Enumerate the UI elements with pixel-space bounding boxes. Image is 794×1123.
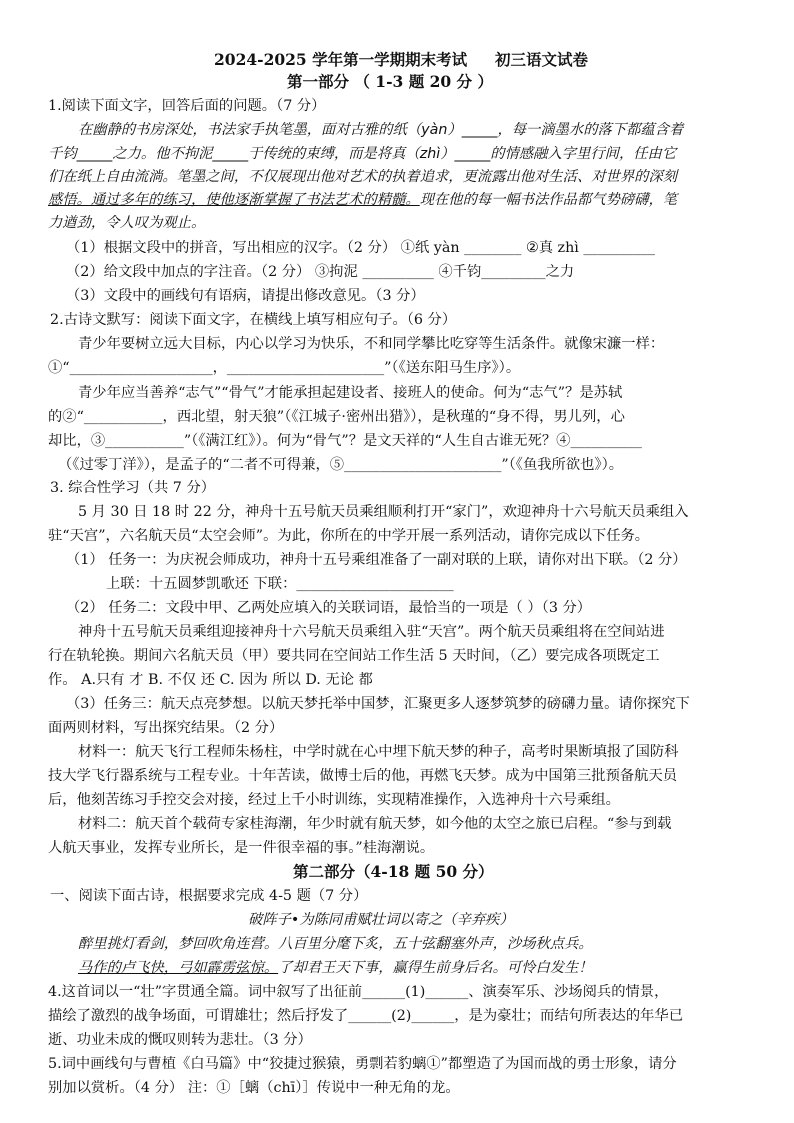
q3-line: 5 月 30 日 18 时 22 分，神舟十五号航天员乘组顺利打开“家门”，欢迎神舟十六号航天员乘组入 — [78, 504, 689, 520]
q3-material1: 材料一：航天飞行工程师朱杨柱，中学时就在心中埋下航天梦的种子，高考时果断填报了国防科 — [78, 744, 679, 760]
q1-para-line: 在幽静的书房深处，书法家手执笔墨，面对古雅的纸（yàn）_____，每一滴墨水的落下都蕴含着 — [78, 122, 684, 138]
poem-line — [78, 960, 593, 976]
q3-material1: 技大学飞行器系统与工程专业。十年苦读，做博士后的他，再燃飞天梦。成为中国第三批预备航天员 — [48, 768, 678, 784]
q3-line: 驻“天宫”，六名航天员“太空会师”。为此，你所在的中学开展一系列活动，请你完成以下任务。 — [48, 528, 650, 544]
part2-heading: 第二部分（4-18 题 50 分） — [293, 862, 494, 881]
poem-line-rest: 了却君王天下事，赢得生前身后名。可怜白发生！ — [278, 960, 593, 976]
q4-line: 4.这首词以一“壮”字贯通全篇。词中叙写了出征前______(1)______、演奏军乐、沙场阅兵的情景， — [48, 984, 669, 1000]
exam-title: 2024-2025 学年第一学期期末考试 — [214, 50, 468, 69]
q3-line: 面两则材料，写出探究结果。（2 分） — [48, 720, 284, 736]
q1-para-line: 千钧_____之力。他不拘泥_____于传统的束缚，而是将真（zhì）_____的情感融入字里行间，任由它 — [48, 146, 677, 162]
q4-line: 描绘了激烈的战争场面，可谓雄壮；然后抒发了______(2)______，是为豪壮；而结句所表达的年华已 — [48, 1008, 684, 1024]
q1-para-line: 们在纸上自由流淌。笔墨之间，不仅展现出他对艺术的执着追求，更流露出他对生活、对世界的深刻 — [48, 169, 678, 185]
q3-options: 作。 A.只有 才 B. 不仅 还 C. 因为 所以 D. 无论 都 — [48, 672, 373, 688]
q2-line: 的②“___________，西北望，射天狼”（《江城子·密州出猎》），是秋瑾的“身不得，男儿列，心 — [48, 409, 625, 425]
q5-line: 5.词中画线句与曹植《白马篇》中“狡捷过猴猿，勇剽若豹螭①”都塑造了为国而战的勇士形象，请分 — [48, 1056, 677, 1072]
q1-sub1: （1）根据文段中的拼音，写出相应的汉字。（2 分） ①纸 yàn ________ ②真 zhì __________ — [66, 240, 655, 256]
q2-title: 2.古诗文默写：阅读下面文字，在横线上填写相应句子。（6 分） — [50, 312, 457, 328]
q2-line: （《过零丁洋》），是孟子的“二者不可得兼，⑤______________________”（《鱼我所欲也》）。 — [58, 457, 624, 473]
q3-title: 3. 综合性学习（共 7 分） — [50, 480, 216, 496]
q3-task3: （3）任务三：航天点亮梦想。以航天梦托举中国梦，汇聚更多人逐梦筑梦的磅礴力量。请你探究下 — [66, 696, 690, 712]
q2-line: 青少年应当善养“志气”“骨气”才能承担起建设者、接班人的使命。何为“志气”？是苏轼 — [78, 385, 623, 401]
q1-sub3: （3）文段中的画线句有语病，请提出修改意见。（3 分） — [66, 288, 425, 304]
poem-title: 破阵子•为陈同甫赋壮词以寄之（辛弃疾） — [248, 912, 514, 928]
q3-material2: 材料二：航天首个载荷专家桂海潮，年少时就有航天梦，如今他的太空之旅已启程。“参与到载 — [78, 816, 672, 832]
q2-line: 却比，③___________”（《满江红》）。何为“骨气”？是文天祥的“人生自古谁无死？④__________ — [48, 433, 642, 449]
q1-para-rest: 现在他的每一幅书法作品都气势磅礴，笔 — [419, 192, 678, 208]
q1-underlined-sentence: 感悟。通过多年的练习，使他逐渐掌握了书法艺术的精髓。 — [48, 192, 420, 208]
poem-underlined-line: 马作的卢飞快，弓如霹雳弦惊。 — [78, 960, 279, 976]
q3-couplet: 上联：十五圆梦凯歌还 下联：______________________ — [106, 576, 454, 592]
q1-para-line — [48, 192, 677, 208]
q3-material1: 后，他刻苦练习手控交会对接，经过上千小时训练，实现精准操作，入选神舟十六号乘组。 — [48, 792, 620, 808]
q2-line: ①“____________________，______________________”（《送东阳马生序》）。 — [48, 360, 521, 376]
q2-line: 青少年要树立远大目标，内心以学习为快乐，不和同学攀比吃穿等生活条件。就像宋濂一样： — [78, 336, 665, 352]
q1-para-line: 力遒劲，令人叹为观止。 — [48, 215, 206, 231]
q1-sub2: （2）给文段中加点的字注音。（2 分） ③拘泥 __________ ④千钧_________之力 — [66, 264, 575, 280]
q4-line: 逝、功业未成的慨叹则转为悲壮。（3 分） — [48, 1032, 312, 1048]
exam-subject: 初三语文试卷 — [495, 50, 589, 69]
q5-line: 别加以赏析。（4 分） 注：①［螭（chī）］传说中一种无角的龙。 — [48, 1080, 460, 1096]
q3-line: 神舟十五号航天员乘组迎接神舟十六号航天员乘组入驻“天宫”。两个航天员乘组将在空间站进 — [78, 624, 665, 640]
q3-material2: 人航天事业，发挥专业所长，是一件很幸福的事。”桂海潮说。 — [48, 840, 435, 856]
q1-title: 1.阅读下面文字，回答后面的问题。（7 分） — [48, 98, 326, 114]
section1-heading: 一、阅读下面古诗，根据要求完成 4-5 题（7 分） — [50, 888, 368, 904]
q3-line: 行在轨轮换。期间六名航天员（甲）要共同在空间站工作生活 5 天时间，（乙）要完成各项既定工 — [48, 648, 660, 664]
q3-task2: （2） 任务二：文段中甲、乙两处应填入的关联词语，最恰当的一项是（ ）（3 分） — [66, 600, 592, 616]
part1-heading: 第一部分 （ 1-3 题 20 分 ） — [287, 72, 493, 91]
poem-line: 醉里挑灯看剑，梦回吹角连营。八百里分麾下炙，五十弦翻塞外声，沙场秋点兵。 — [78, 936, 593, 952]
q3-task1: （1） 任务一：为庆祝会师成功，神舟十五号乘组准备了一副对联的上联，请你对出下联。（2 分） — [66, 552, 687, 568]
